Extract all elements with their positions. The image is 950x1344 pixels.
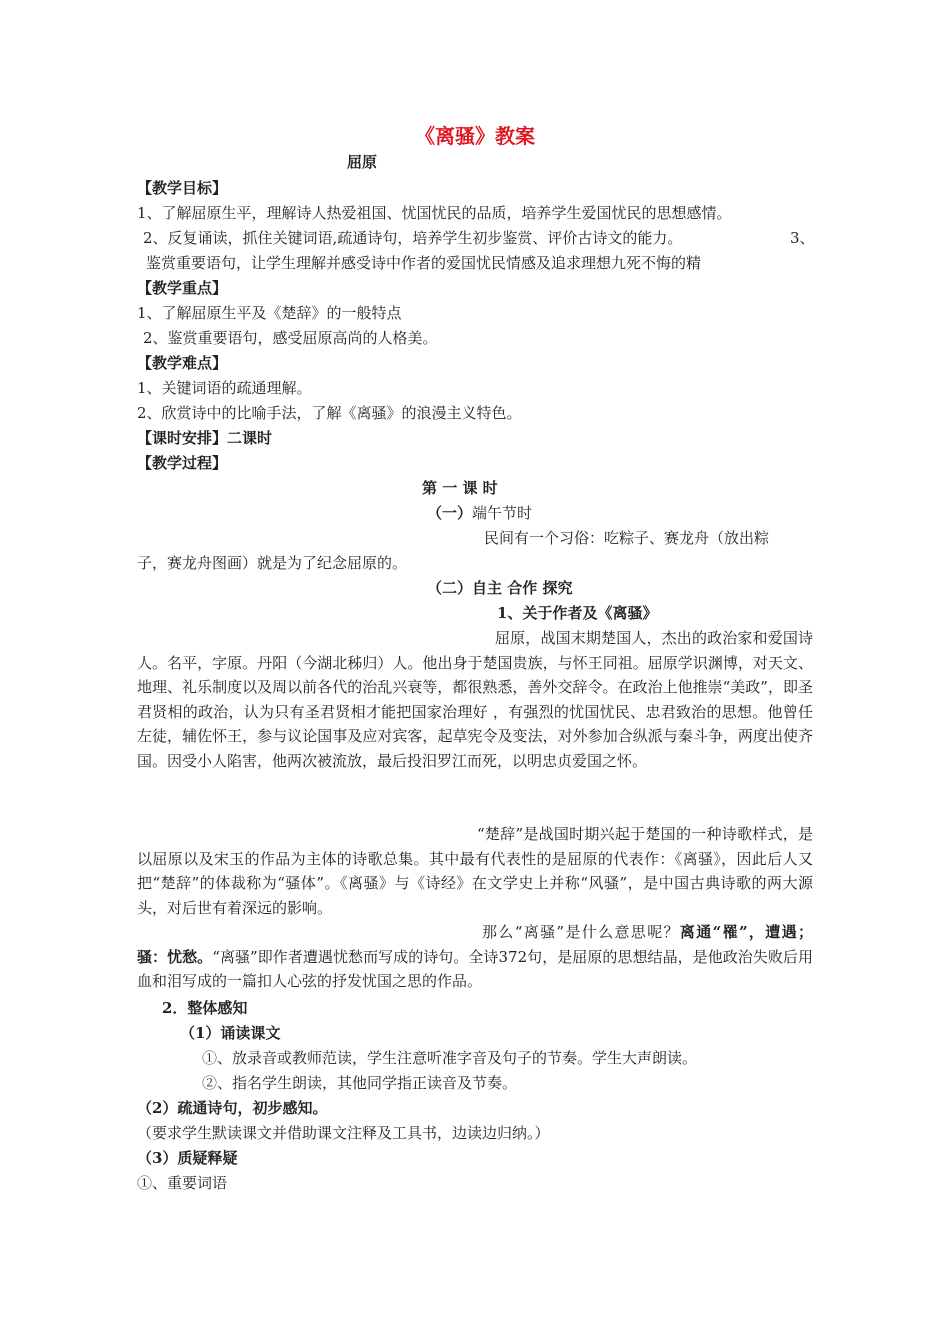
goal-item: 2、反复诵读，抓住关键词语,疏通诗句，培养学生初步鉴赏、评价古诗文的能力。	[143, 229, 683, 247]
author-name: 屈原	[347, 153, 378, 171]
recite-item: ②、指名学生朗读，其他同学指正读音及节奏。	[202, 1074, 518, 1092]
page-title: 《离骚》教案	[415, 124, 535, 148]
lisao-definition: 遭遇；骚：忧愁。	[137, 923, 813, 966]
question-heading: （3）质疑释疑	[137, 1149, 238, 1167]
goal-item: 3、	[790, 229, 815, 247]
goal-item: 鉴赏重要语句，让学生理解并感受诗中作者的爱国忧民情感及追求理想九死不悔的精	[146, 254, 702, 272]
key-item: 1、了解屈原生平及《楚辞》的一般特点	[137, 304, 402, 322]
lesson-heading: 第 一 课 时	[422, 479, 498, 497]
key-item: 2、鉴赏重要语句，感受屈原高尚的人格美。	[143, 329, 438, 347]
smooth-heading: （2）疏通诗句，初步感知。	[137, 1099, 328, 1117]
sub2-heading: 2．整体感知	[162, 999, 248, 1017]
lisao-definition: 离通“罹”，	[679, 923, 766, 941]
chuci-paragraph: “楚辞”是战国时期兴起于楚国的一种诗歌样式，是以屈原以及宋玉的作品为主体的诗歌总集。其中最有代表性的是屈原的代表作：《离骚》，因此后人又把“楚辞”的体裁称为“骚体”。《离骚》与《诗经》在文学史上并称“风骚”，是中国古典诗歌的两大源头，对后世有着深远的影响。	[137, 825, 813, 917]
process-heading: 【教学过程】	[137, 454, 228, 472]
intro-line: 子，赛龙舟图画）就是为了纪念屈原的。	[137, 554, 408, 572]
part1-heading	[427, 501, 532, 525]
lisao-explanation: “离骚”即作者遭遇忧愁而写成的诗句。全诗372句，是屈原的思想结晶，是他政治失败后用血和泪写成的一篇扣人心弦的抒发忧国之思的作品。	[137, 947, 813, 990]
schedule-heading: 【课时安排】二课时	[137, 429, 273, 447]
smooth-note: （要求学生默读课文并借助课文注释及工具书，边读边归纳。）	[137, 1124, 550, 1142]
part1-title: 端午节时	[472, 504, 533, 522]
lisao-paragraph	[137, 920, 813, 994]
difficult-heading: 【教学难点】	[137, 354, 228, 372]
recite-heading: （1）诵读课文	[180, 1024, 281, 1042]
difficult-item: 2、欣赏诗中的比喻手法，了解《离骚》的浪漫主义特色。	[137, 404, 522, 422]
key-heading: 【教学重点】	[137, 279, 228, 297]
author-paragraph: 屈原，战国末期楚国人，杰出的政治家和爱国诗人。名平，字原。丹阳（今湖北秭归）人。他出身于楚国贵族，与怀王同祖。屈原学识渊博，对天文、地理、礼乐制度以及周以前各代的治乱兴衰等，都很熟悉，善外交辞令。在政治上他推崇“美政”，即圣君贤相的政治，认为只有圣君贤相才能把国家治理好 ，有强烈的忧国忧民、忠君致治的思想。他曾任左徒，辅佐怀王，参与议论国事及应对宾客，起草宪令及变法，对外参加合纵派与秦斗争，两度出使齐国。因受小人陷害，他两次被流放，最后投汨罗江而死，以明忠贞爱国之怀。	[137, 629, 813, 770]
sub1-heading: 1、关于作者及《离骚》	[497, 604, 658, 622]
part2-heading: （二）自主 合作 探究	[427, 579, 573, 597]
lisao-question: 那么“离骚”是什么意思呢？	[482, 923, 680, 941]
difficult-item: 1、关键词语的疏通理解。	[137, 379, 312, 397]
goal-item: 1、了解屈原生平，理解诗人热爱祖国、忧国忧民的品质，培养学生爱国忧民的思想感情。	[137, 204, 732, 222]
intro-line: 民间有一个习俗：吃粽子、赛龙舟（放出粽	[484, 529, 770, 547]
part1-label: （一）	[427, 504, 473, 522]
goals-heading: 【教学目标】	[137, 179, 228, 197]
words-item: ①、重要词语	[137, 1174, 228, 1192]
recite-item: ①、放录音或教师范读，学生注意听准字音及句子的节奏。学生大声朗读。	[202, 1049, 698, 1067]
